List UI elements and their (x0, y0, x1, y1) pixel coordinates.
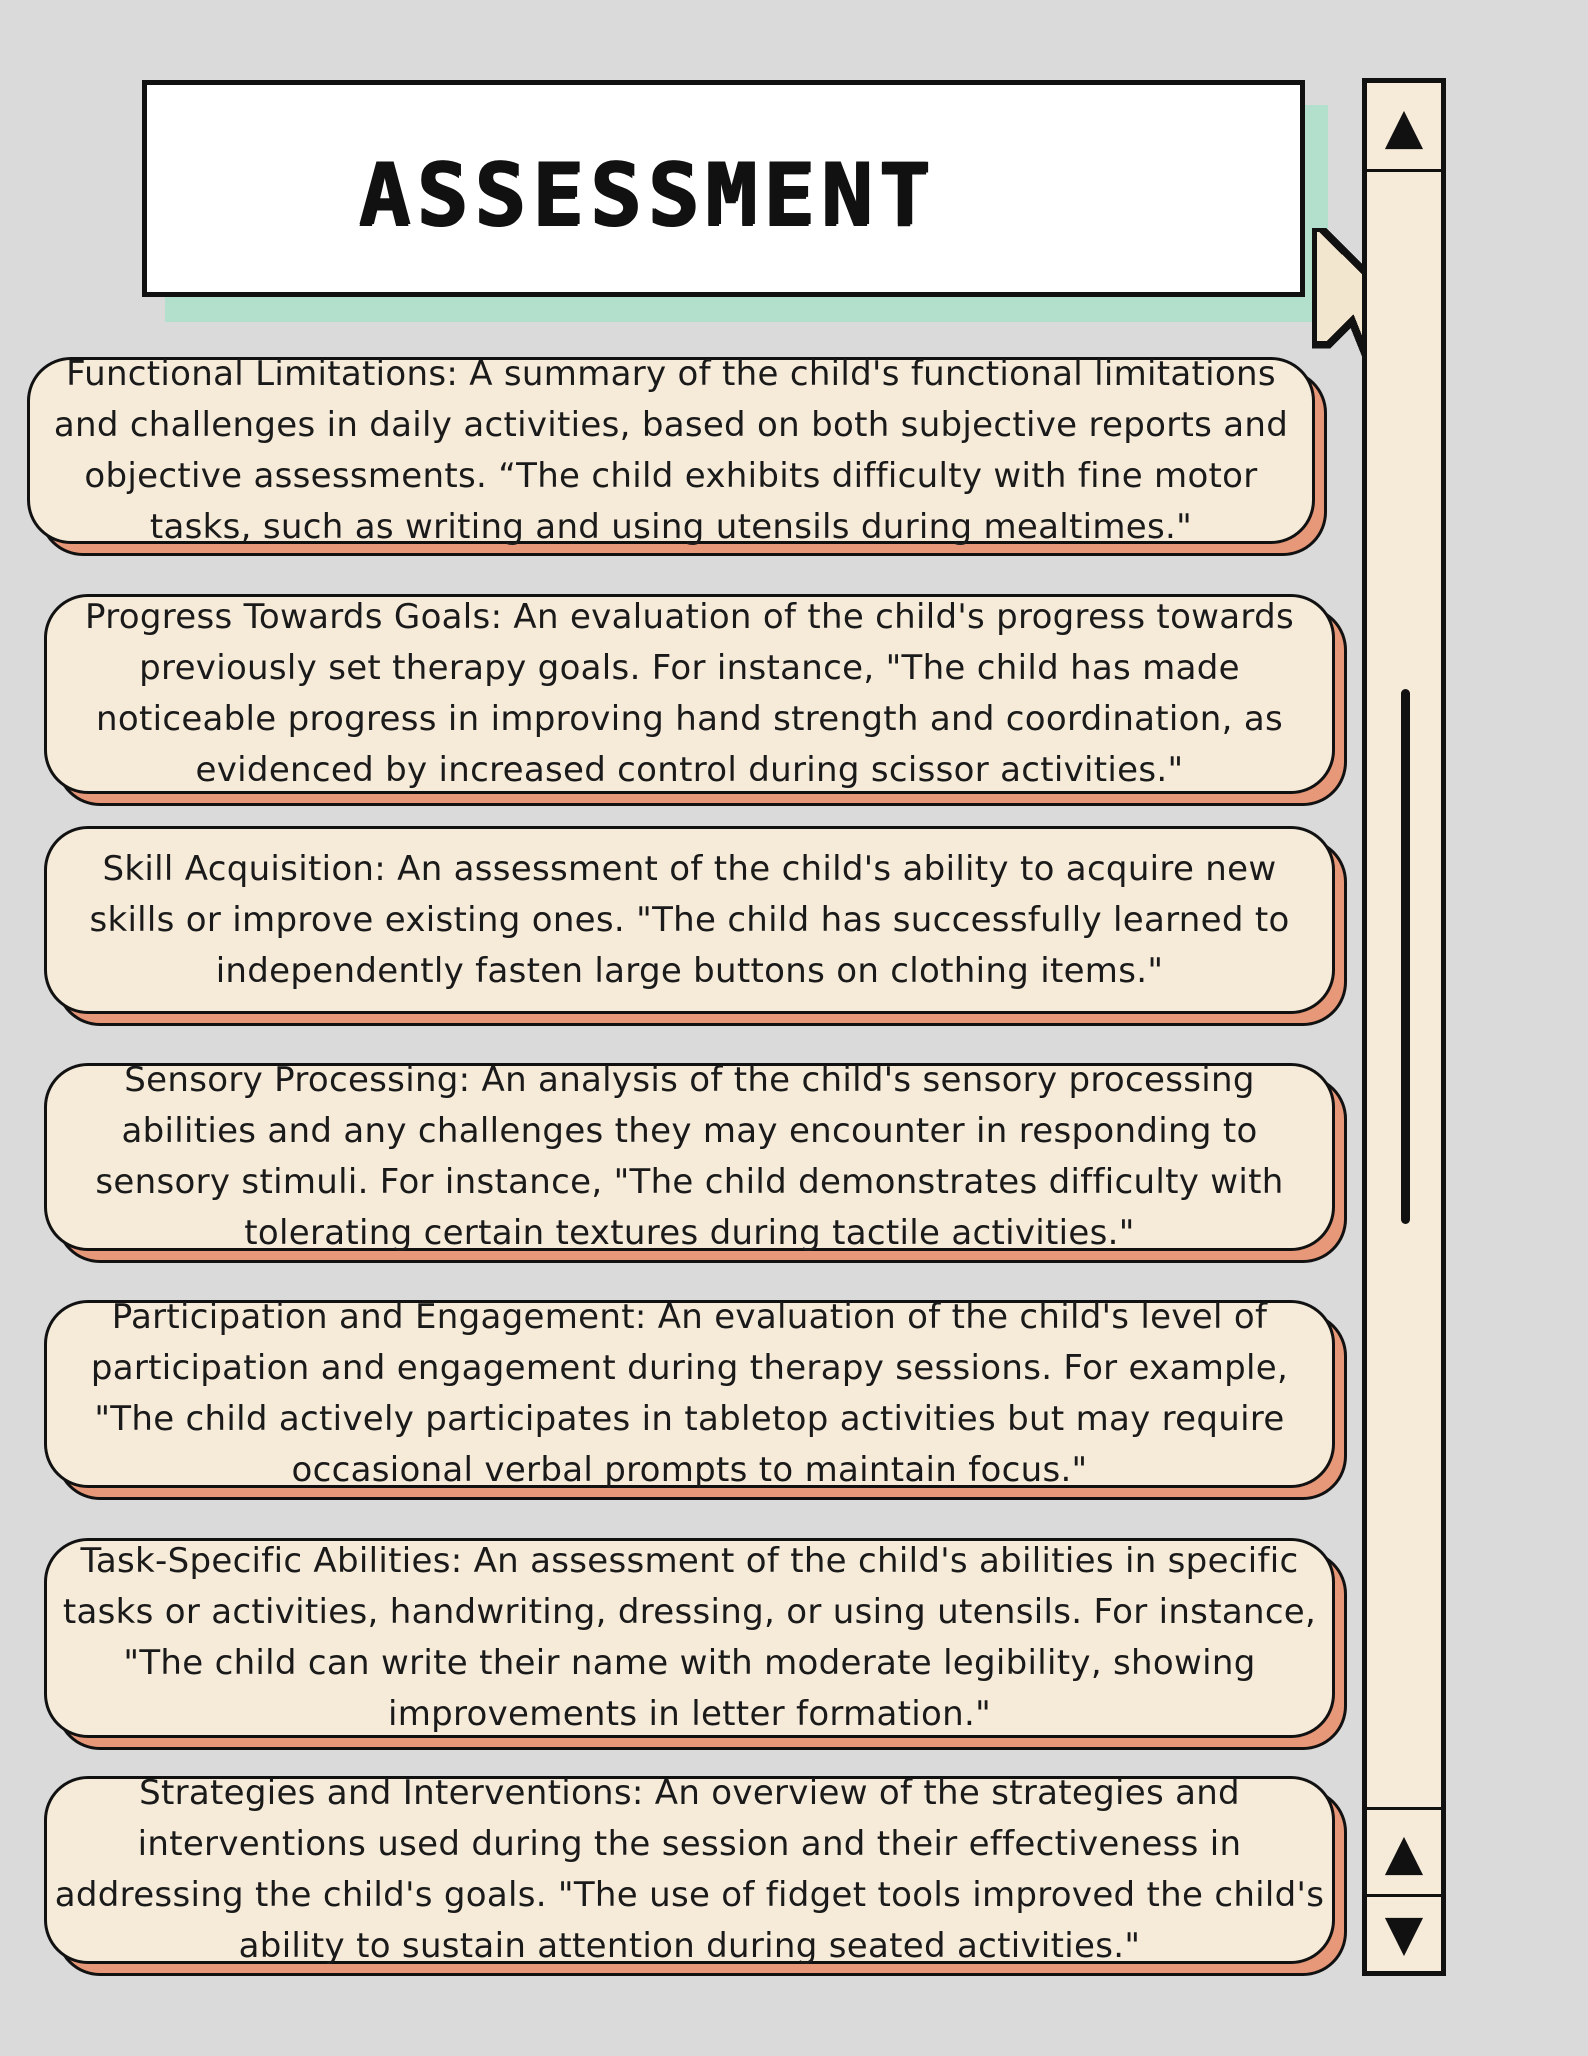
card-sensory-processing (44, 1060, 1335, 1253)
page-title: ASSESSMENT (358, 145, 936, 245)
scroll-down-button[interactable] (1367, 1891, 1441, 1975)
card-text: Task-Specific Abilities: An assessment of the child's abilities in specific tasks or activities, handwriting, dressing, or using utensils. For instance, "The child can write their name with moderate legibility, showing improvements in letter formation." (62, 1541, 1317, 1734)
card-text: Functional Limitations: A summary of the child's functional limitations and challenges in daily activities, based on both subjective reports and objective assessments. “The child exhibits difficulty with fine motor tasks, such as writing and using utensils during mealtimes." (53, 353, 1289, 547)
triangle-up-icon: ▲ (1384, 1823, 1424, 1881)
scrollbar[interactable] (1362, 78, 1446, 1976)
scroll-up-button[interactable] (1367, 83, 1441, 172)
card-skill-acquisition (44, 826, 1335, 1014)
scrollbar-thumb[interactable] (1401, 689, 1410, 1224)
triangle-down-icon: ▼ (1384, 1904, 1424, 1962)
card-text: Sensory Processing: An analysis of the child's sensory processing abilities and any challenges they may encounter in responding to sensory stimuli. For instance, "The child demonstrates difficulty with tolerating certain textures during tactile activities." (95, 1060, 1284, 1253)
scroll-up-button-bottom[interactable] (1367, 1807, 1441, 1897)
card-task-specific-abilities (44, 1538, 1335, 1738)
card-text: Participation and Engagement: An evaluation of the child's level of participation and engagement during therapy sessions. For example, "The child actively participates in tabletop activities but may require occasional verbal prompts to maintain focus." (90, 1297, 1289, 1490)
card-progress-towards-goals (44, 594, 1335, 794)
card-text: Progress Towards Goals: An evaluation of the child's progress towards previously set therapy goals. For instance, "The child has made noticeable progress in improving hand strength and coordination, as evidenced by increased control during scissor activities." (85, 597, 1294, 790)
title-window (142, 80, 1305, 297)
triangle-up-icon: ▲ (1384, 97, 1424, 155)
card-strategies-interventions (44, 1773, 1335, 1966)
card-text: Strategies and Interventions: An overview of the strategies and interventions used during the session and their effectiveness in addressing the child's goals. "The use of fidget tools improved the child's ability to sustain attention during seated activities." (54, 1773, 1325, 1966)
card-functional-limitations (27, 353, 1315, 547)
card-participation-engagement (44, 1297, 1335, 1490)
card-text: Skill Acquisition: An assessment of the child's ability to acquire new skills or improve existing ones. "The child has successfully learned to independently fasten large buttons on clothing items." (89, 848, 1290, 991)
